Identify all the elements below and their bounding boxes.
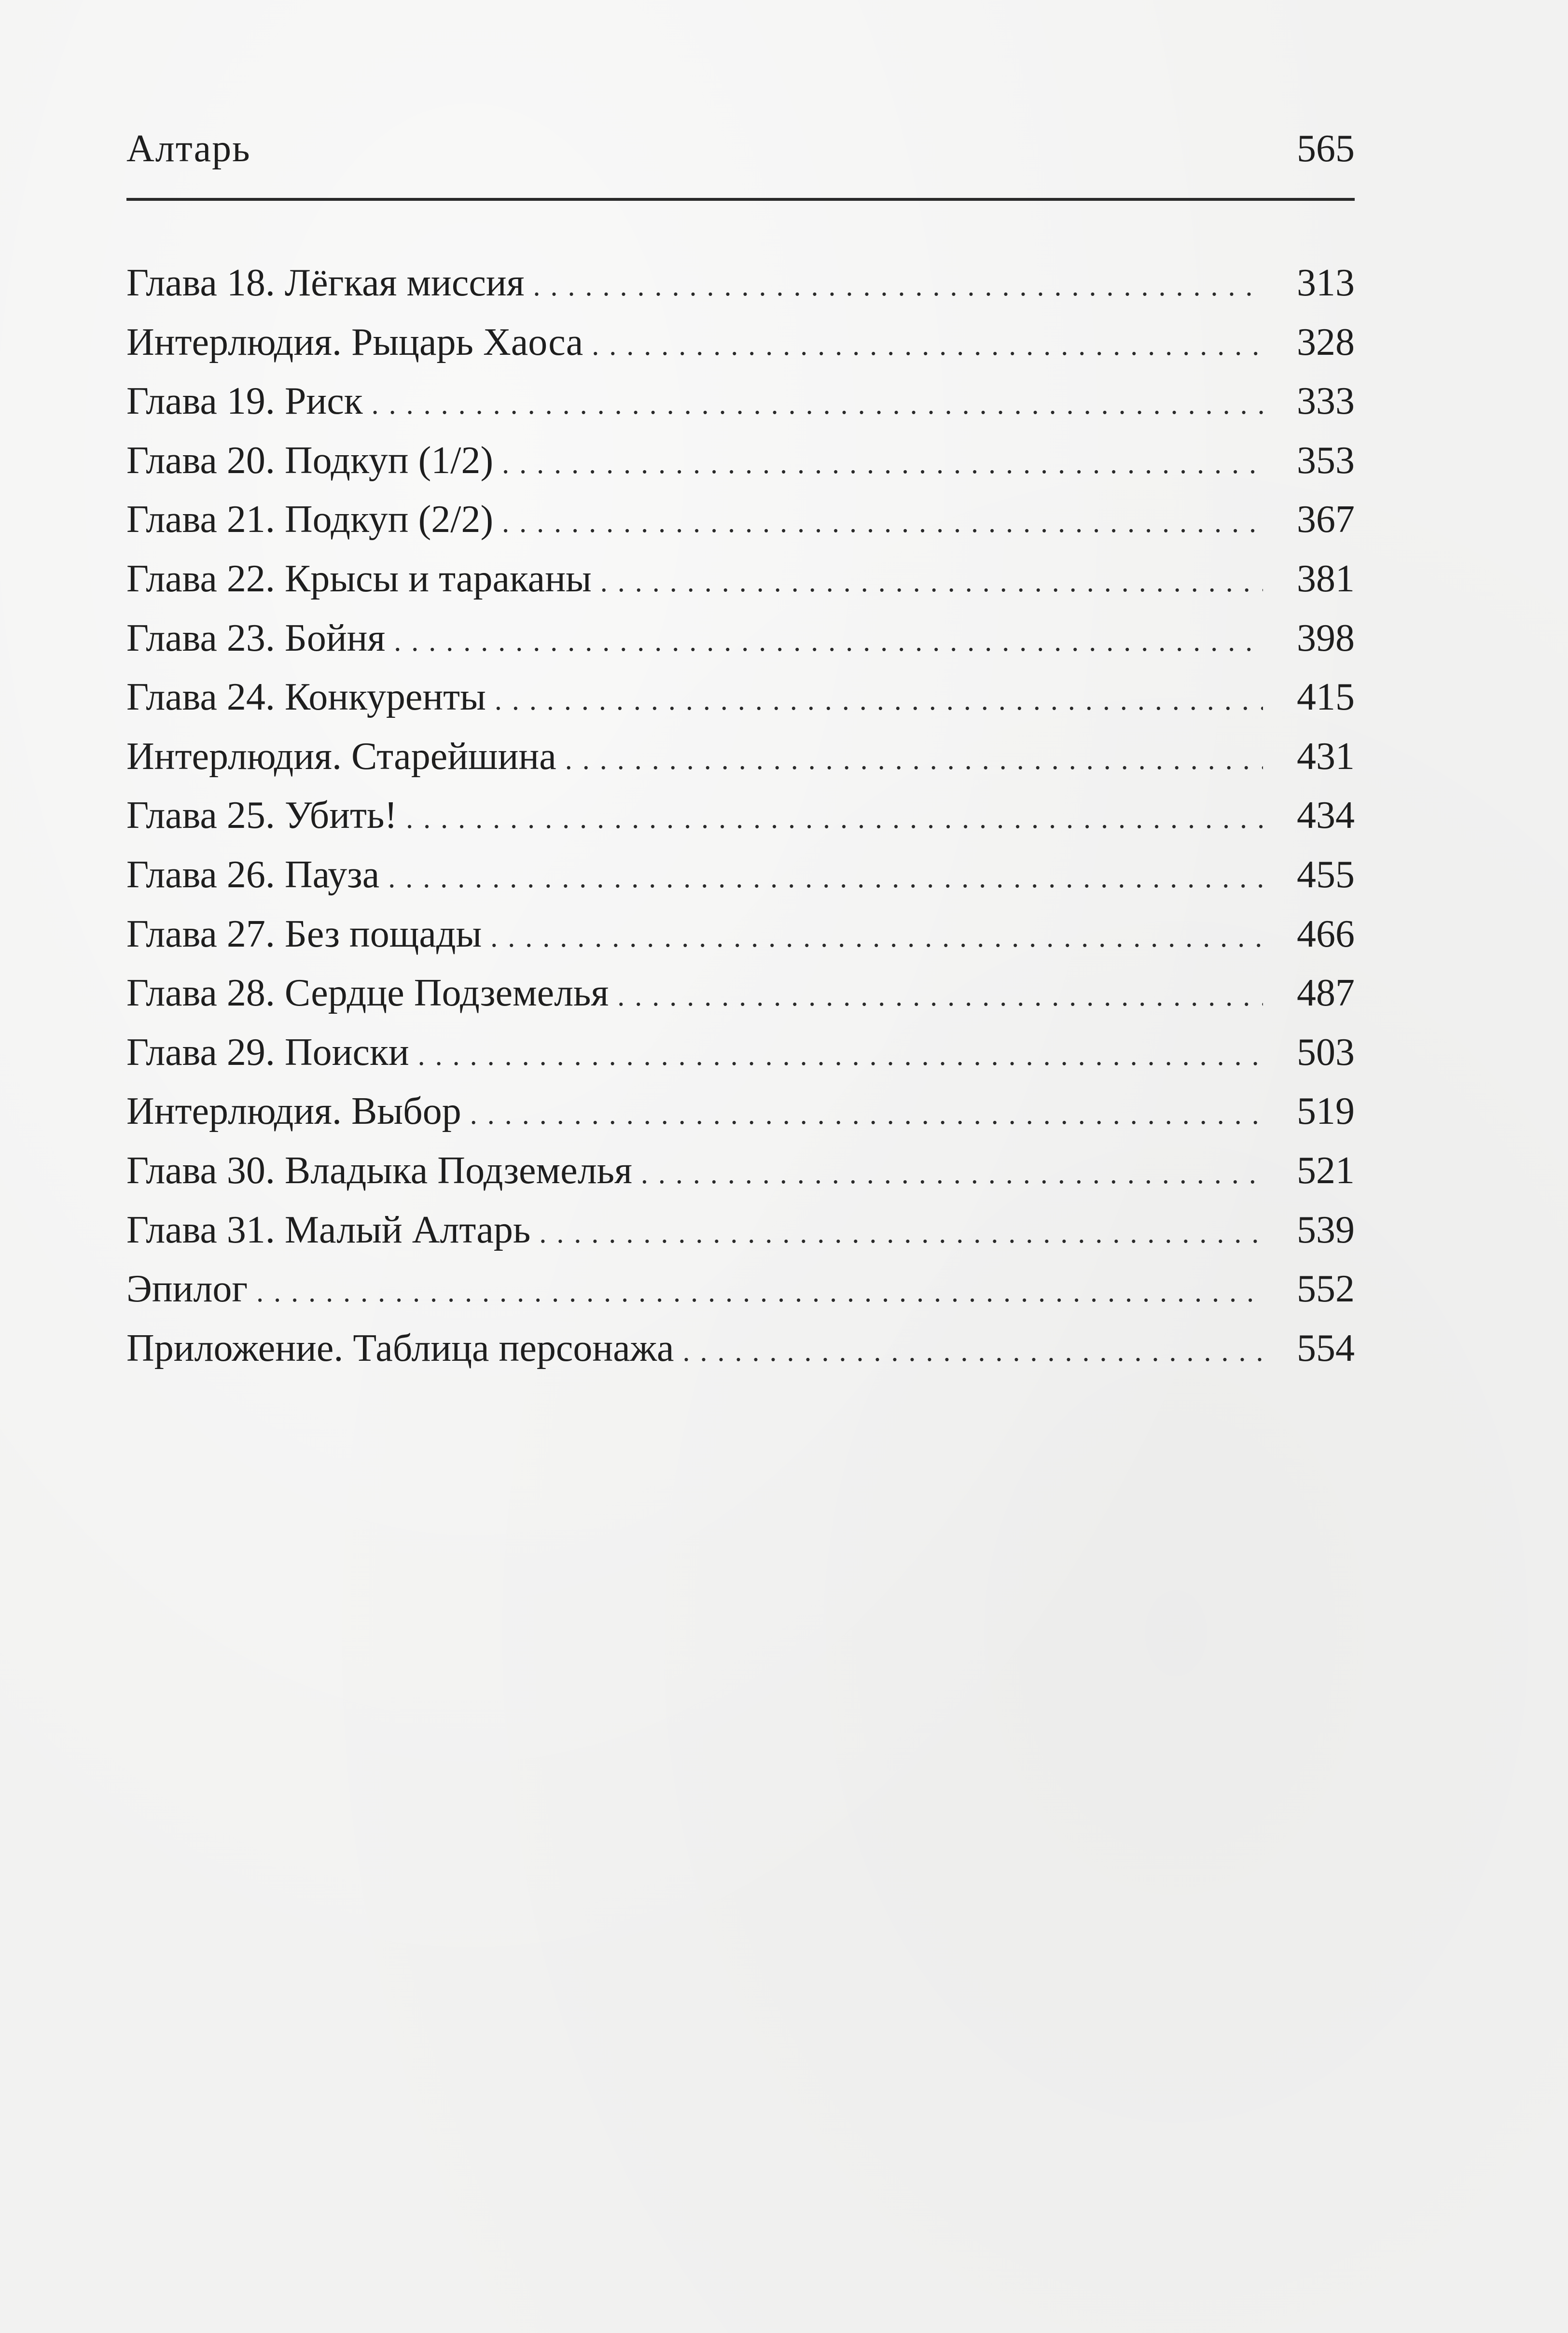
toc-entry-page: 552 <box>1297 1268 1355 1311</box>
dot-leader <box>502 434 1263 493</box>
toc-entry-title: Глава 19. Риск <box>126 380 363 423</box>
dot-leader <box>418 1026 1263 1085</box>
dot-leader <box>406 789 1263 848</box>
toc-entry-page: 519 <box>1297 1090 1355 1133</box>
toc-entry <box>126 668 1355 727</box>
toc-entry-page: 466 <box>1297 912 1355 955</box>
toc-entry-title: Глава 29. Поиски <box>126 1031 409 1074</box>
toc-entry-title: Эпилог <box>126 1268 248 1311</box>
dot-leader <box>565 730 1263 789</box>
toc-entry-title: Глава 28. Сердце Подземелья <box>126 972 609 1015</box>
dot-leader <box>533 256 1263 316</box>
dot-leader <box>388 848 1263 908</box>
toc-entry <box>126 372 1355 431</box>
toc-entry-page: 554 <box>1297 1327 1355 1369</box>
toc-entry-page: 521 <box>1297 1149 1355 1192</box>
toc-entry-title: Глава 27. Без пощады <box>126 912 482 955</box>
toc-entry-page: 313 <box>1297 262 1355 304</box>
toc-entry <box>126 964 1355 1023</box>
toc-entry-title: Интерлюдия. Выбор <box>126 1090 461 1133</box>
toc-entry-title: Приложение. Таблица персонажа <box>126 1327 674 1369</box>
toc-entry <box>126 313 1355 372</box>
dot-leader <box>394 612 1263 671</box>
toc-entry-title: Глава 23. Бойня <box>126 616 386 659</box>
toc-entry-title: Глава 22. Крысы и тараканы <box>126 557 592 600</box>
toc-entry-page: 398 <box>1297 616 1355 659</box>
toc-entry-page: 503 <box>1297 1031 1355 1074</box>
toc-entry-page: 333 <box>1297 380 1355 423</box>
dot-leader <box>502 493 1263 552</box>
toc-entry <box>126 1023 1355 1082</box>
dot-leader <box>539 1203 1263 1263</box>
dot-leader <box>592 316 1263 375</box>
toc-entry <box>126 786 1355 845</box>
toc-entry <box>126 431 1355 490</box>
toc-entry <box>126 490 1355 549</box>
page-number: 565 <box>1297 127 1355 170</box>
toc-entry-title: Интерлюдия. Старейшина <box>126 735 556 778</box>
toc-entry-page: 487 <box>1297 972 1355 1015</box>
dot-leader <box>372 375 1263 434</box>
table-of-contents <box>126 253 1355 1378</box>
toc-entry-title: Глава 21. Подкуп (2/2) <box>126 498 494 541</box>
dot-leader <box>495 671 1263 730</box>
toc-entry <box>126 1259 1355 1319</box>
toc-entry-title: Глава 31. Малый Алтарь <box>126 1208 531 1251</box>
dot-leader <box>682 1322 1263 1381</box>
toc-entry <box>126 1082 1355 1141</box>
toc-entry-page: 431 <box>1297 735 1355 778</box>
dot-leader <box>470 1085 1263 1144</box>
dot-leader <box>641 1144 1263 1203</box>
toc-entry-page: 367 <box>1297 498 1355 541</box>
toc-entry <box>126 1319 1355 1378</box>
toc-entry-page: 381 <box>1297 557 1355 600</box>
toc-entry-page: 353 <box>1297 439 1355 482</box>
running-head <box>126 121 1355 179</box>
toc-entry <box>126 905 1355 964</box>
toc-entry-title: Глава 26. Пауза <box>126 853 380 896</box>
toc-entry <box>126 845 1355 905</box>
running-title: Алтарь <box>126 127 251 170</box>
toc-entry <box>126 253 1355 313</box>
toc-entry <box>126 1141 1355 1201</box>
toc-entry <box>126 609 1355 668</box>
toc-entry-title: Глава 24. Конкуренты <box>126 676 486 719</box>
dot-leader <box>256 1262 1263 1322</box>
toc-entry-title: Глава 30. Владыка Подземелья <box>126 1149 632 1192</box>
toc-entry-title: Глава 20. Подкуп (1/2) <box>126 439 494 482</box>
toc-entry-page: 455 <box>1297 853 1355 896</box>
toc-entry-title: Глава 18. Лёгкая миссия <box>126 262 525 304</box>
toc-entry-page: 328 <box>1297 321 1355 363</box>
toc-entry <box>126 549 1355 609</box>
toc-entry <box>126 727 1355 786</box>
dot-leader <box>600 552 1263 612</box>
toc-entry <box>126 1201 1355 1260</box>
toc-entry-title: Интерлюдия. Рыцарь Хаоса <box>126 321 583 363</box>
toc-entry-page: 539 <box>1297 1208 1355 1251</box>
toc-entry-page: 434 <box>1297 794 1355 837</box>
header-rule <box>126 198 1355 201</box>
dot-leader <box>617 966 1263 1026</box>
toc-entry-title: Глава 25. Убить! <box>126 794 398 837</box>
toc-entry-page: 415 <box>1297 676 1355 719</box>
dot-leader <box>490 908 1263 967</box>
